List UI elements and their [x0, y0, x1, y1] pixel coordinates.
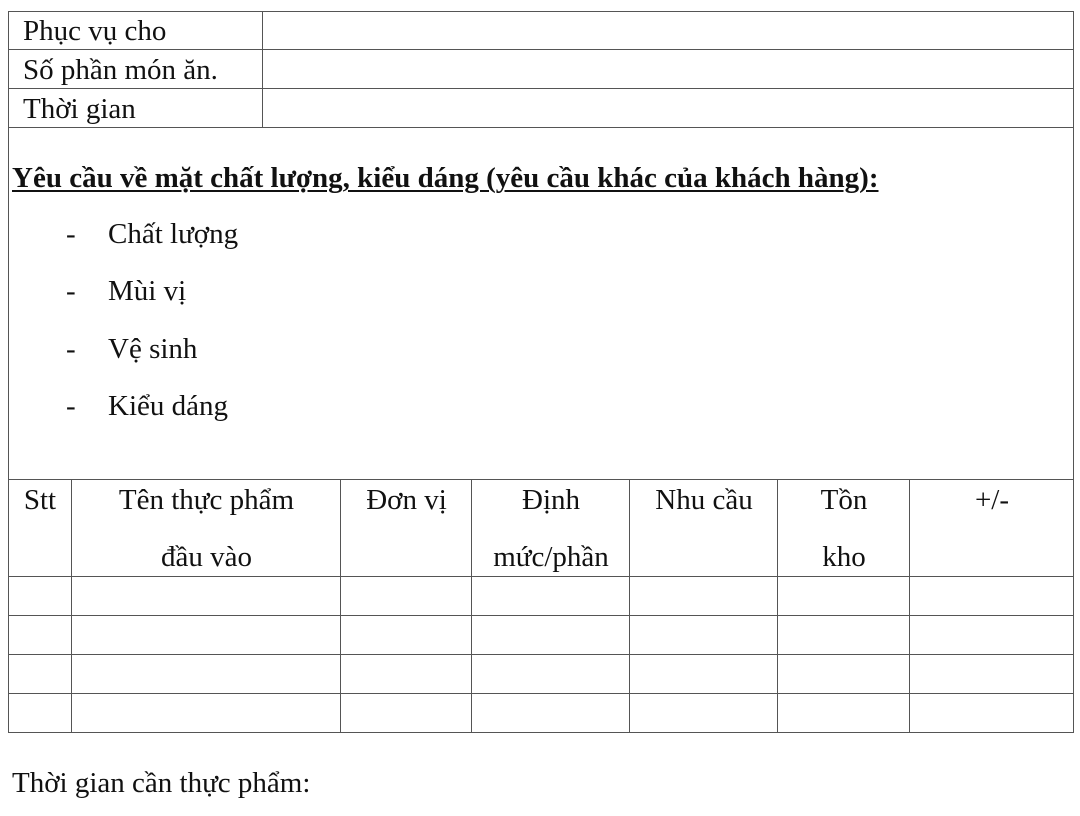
divider [8, 615, 1074, 616]
label-thoi-gian: Thời gian [23, 93, 136, 125]
divider [8, 127, 1074, 128]
header-stt-line1: Stt [23, 484, 57, 516]
header-ten-thuc-pham [72, 472, 341, 586]
bullet-dash: - [66, 390, 76, 422]
divider [8, 49, 1074, 50]
header-dinh-muc [472, 472, 630, 586]
label-phuc-vu-cho: Phục vụ cho [23, 15, 167, 47]
cell-ten-thuc-pham[interactable] [73, 578, 340, 615]
cell-don-vi[interactable] [342, 578, 471, 615]
cell-dinh-muc[interactable] [473, 695, 629, 732]
cell-ten-thuc-pham[interactable] [73, 617, 340, 654]
cell-dinh-muc[interactable] [473, 656, 629, 693]
requirement-item: Kiểu dáng [108, 390, 228, 422]
requirement-item: Vệ sinh [108, 333, 198, 365]
cell-stt[interactable] [9, 578, 71, 615]
cell-dinh-muc[interactable] [473, 578, 629, 615]
cell-don-vi[interactable] [342, 695, 471, 732]
header-dinh-muc-line1: Định [522, 484, 580, 516]
cell-ton-kho[interactable] [779, 695, 909, 732]
requirement-item: Mùi vị [108, 275, 187, 307]
requirement-item: Chất lượng [108, 218, 239, 250]
cell-nhu-cau[interactable] [631, 578, 777, 615]
header-ten-thuc-pham-line1: Tên thực phẩm [118, 484, 295, 516]
cell-chenh-lech[interactable] [911, 617, 1073, 654]
value-so-phan-mon-an[interactable] [264, 51, 1072, 88]
cell-ton-kho[interactable] [779, 578, 909, 615]
divider [8, 654, 1074, 655]
footer-label-thoi-gian-can-thuc-pham: Thời gian cần thực phẩm: [12, 767, 311, 799]
bullet-dash: - [66, 275, 76, 307]
requirements-heading: Yêu cầu về mặt chất lượng, kiểu dáng (yêu cầu khác của khách hàng): [12, 162, 879, 194]
header-ton-kho-line1: Tồn [820, 484, 868, 516]
header-stt [8, 472, 72, 529]
header-nhu-cau [630, 472, 778, 529]
cell-stt[interactable] [9, 695, 71, 732]
header-don-vi [341, 472, 472, 529]
value-phuc-vu-cho[interactable] [264, 12, 1072, 49]
cell-dinh-muc[interactable] [473, 617, 629, 654]
cell-don-vi[interactable] [342, 617, 471, 654]
bullet-dash: - [66, 333, 76, 365]
cell-ten-thuc-pham[interactable] [73, 695, 340, 732]
header-ten-thuc-pham-line2: đầu vào [161, 541, 252, 573]
cell-don-vi[interactable] [342, 656, 471, 693]
cell-chenh-lech[interactable] [911, 578, 1073, 615]
label-so-phan-mon-an: Số phần món ăn. [23, 54, 218, 86]
cell-ton-kho[interactable] [779, 656, 909, 693]
cell-stt[interactable] [9, 617, 71, 654]
divider [262, 11, 263, 128]
header-nhu-cau-line1: Nhu cầu [655, 484, 753, 516]
header-ton-kho [778, 472, 910, 586]
header-ton-kho-line2: kho [822, 541, 866, 573]
header-don-vi-line1: Đơn vị [366, 484, 447, 516]
header-dinh-muc-line2: mức/phần [493, 541, 609, 573]
cell-nhu-cau[interactable] [631, 656, 777, 693]
value-thoi-gian[interactable] [264, 90, 1072, 127]
cell-stt[interactable] [9, 656, 71, 693]
bullet-dash: - [66, 218, 76, 250]
cell-chenh-lech[interactable] [911, 656, 1073, 693]
header-chenh-lech-line1: +/- [974, 484, 1010, 516]
divider [8, 693, 1074, 694]
cell-nhu-cau[interactable] [631, 695, 777, 732]
cell-ten-thuc-pham[interactable] [73, 656, 340, 693]
cell-ton-kho[interactable] [779, 617, 909, 654]
divider [8, 88, 1074, 89]
cell-chenh-lech[interactable] [911, 695, 1073, 732]
cell-nhu-cau[interactable] [631, 617, 777, 654]
header-chenh-lech [910, 472, 1074, 529]
